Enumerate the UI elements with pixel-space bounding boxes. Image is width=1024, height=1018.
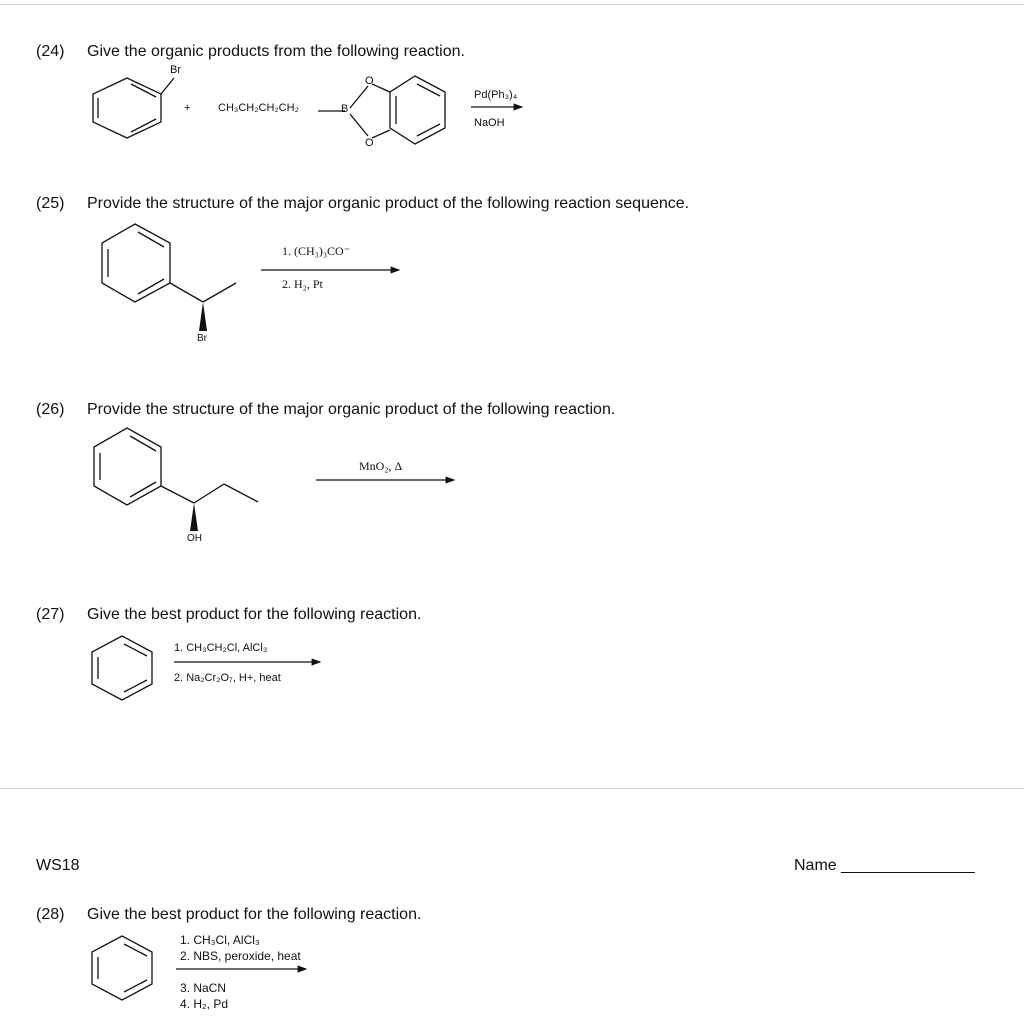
q24-catecholborane — [318, 76, 445, 144]
q25-br-label: Br — [197, 333, 207, 344]
q24-plus-sign: + — [184, 102, 191, 114]
q25-wedge-bond — [199, 302, 207, 331]
name-label: Name — [794, 857, 842, 874]
q24-reagent-catalyst: Pd(Ph₃)₄ — [474, 89, 518, 101]
q27-step-1: 1. CH₃CH₂Cl, AlCl₃ — [174, 642, 268, 654]
q26-oh-label: OH — [187, 533, 202, 544]
q28-benzene — [92, 936, 152, 1000]
q26-reactant-structure — [94, 428, 258, 505]
question-27-text: Give the best product for the following reaction. — [87, 606, 422, 623]
q24-reagent-base: NaOH — [474, 117, 505, 129]
q24-oxygen-bottom: O — [365, 137, 374, 149]
question-24-number: (24) — [36, 43, 65, 60]
question-26-text: Provide the structure of the major organic product of the following reaction. — [87, 401, 616, 418]
question-25-number: (25) — [36, 195, 65, 212]
question-28-number: (28) — [36, 906, 65, 923]
q26-reagent: MnO₂, Δ — [359, 459, 403, 473]
q28-step-3: 3. NaCN — [180, 981, 227, 995]
q24-oxygen-top: O — [365, 75, 374, 87]
name-blank: _______________ — [841, 857, 975, 874]
question-24-text: Give the organic products from the following reaction. — [87, 43, 465, 60]
q25-step-2: 2. H₂, Pt — [282, 277, 323, 291]
q24-alkyl-chain: CH₃CH₂CH₂CH₂ — [218, 102, 299, 114]
q24-boron-label: B — [341, 103, 349, 115]
worksheet-id: WS18 — [36, 857, 80, 874]
q24-br-label: Br — [170, 64, 181, 76]
q28-step-1: 1. CH₃Cl, AlCl₃ — [180, 933, 260, 947]
question-28-text: Give the best product for the following reaction. — [87, 906, 422, 923]
q28-step-4: 4. H₂, Pd — [180, 997, 229, 1011]
question-25-text: Provide the structure of the major organic product of the following reaction sequence. — [87, 195, 690, 212]
q24-bromobenzene — [93, 78, 174, 138]
q25-step-1: 1. (CH₃)₃CO⁻ — [282, 244, 351, 258]
q27-benzene — [92, 636, 152, 700]
q25-reactant-structure — [102, 224, 236, 302]
question-27-number: (27) — [36, 606, 65, 623]
q26-wedge-bond — [190, 503, 198, 531]
q28-step-2: 2. NBS, peroxide, heat — [180, 949, 301, 963]
question-26-number: (26) — [36, 401, 65, 418]
q27-step-2: 2. Na₂Cr₂O₇, H+, heat — [174, 672, 281, 684]
